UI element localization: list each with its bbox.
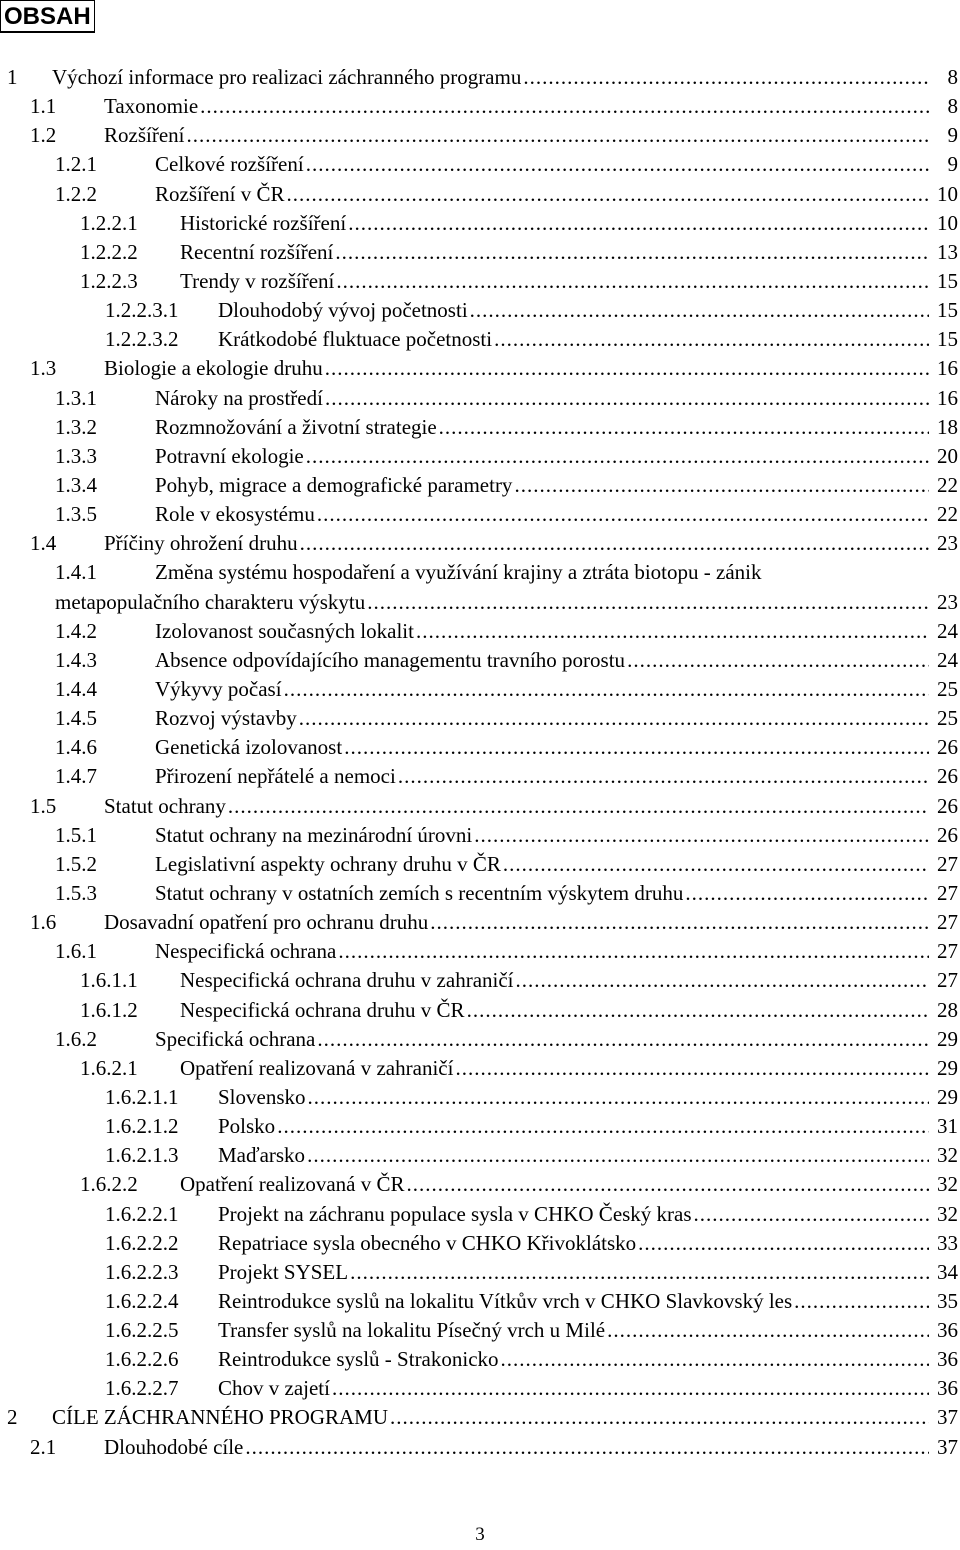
toc-entry-number: 1.2	[30, 123, 57, 148]
toc-entry[interactable]	[0, 821, 960, 850]
dot-leader	[299, 704, 929, 733]
toc-entry-page: 31	[937, 1114, 958, 1139]
toc-entry-number: 1.6.2	[55, 1026, 97, 1051]
toc-entry[interactable]	[0, 1141, 960, 1170]
toc-entry-title: Repatriace sysla obecného v CHKO Křivoklátsko	[218, 1230, 637, 1255]
dot-leader	[335, 238, 929, 267]
toc-entry[interactable]	[0, 792, 960, 821]
toc-entry-number: 1.2.2.2	[80, 239, 138, 264]
toc-entry-page: 20	[937, 443, 958, 468]
toc-entry[interactable]	[0, 762, 960, 791]
toc-entry[interactable]	[0, 937, 960, 966]
toc-entry-page: 23	[937, 531, 958, 556]
toc-entry-title: Opatření realizovaná v ČR	[180, 1172, 405, 1197]
dot-leader	[494, 325, 929, 354]
toc-entry-page: 15	[937, 298, 958, 323]
toc-entry-title: Specifická ochrana	[155, 1026, 316, 1051]
toc-entry-page: 25	[937, 706, 958, 731]
toc-entry-title: Potravní ekologie	[155, 443, 304, 468]
toc-entry[interactable]	[0, 180, 960, 209]
toc-entry-number: 1.4.1	[55, 560, 97, 585]
toc-entry-title: Příčiny ohrožení druhu	[104, 531, 298, 556]
toc-entry[interactable]	[0, 1054, 960, 1083]
toc-entry-page: 36	[937, 1347, 958, 1372]
toc-entry-number: 1.4.3	[55, 647, 97, 672]
toc-entry-number: 1.6.1.2	[80, 997, 138, 1022]
toc-entry-number: 1.2.2.3	[80, 268, 138, 293]
dot-leader	[308, 1083, 929, 1112]
toc-entry-number: 1.3	[30, 356, 57, 381]
toc-entry[interactable]	[0, 879, 960, 908]
dot-leader	[277, 1112, 929, 1141]
toc-entry-page: 34	[937, 1259, 958, 1284]
toc-entry[interactable]	[0, 733, 960, 762]
toc-entry-page: 36	[937, 1376, 958, 1401]
toc-entry-page: 37	[937, 1434, 958, 1459]
toc-entry-title: Nespecifická ochrana druhu v zahraničí	[180, 968, 514, 993]
toc-entry-title: Krátkodobé fluktuace početnosti	[218, 327, 493, 352]
toc-entry-page: 16	[937, 356, 958, 381]
toc-entry-title: Rozmnožování a životní strategie	[155, 414, 437, 439]
dot-leader	[474, 821, 929, 850]
toc-entry-page: 28	[937, 997, 958, 1022]
toc-entry-page: 8	[947, 94, 958, 119]
toc-entry-number: 1.6.1	[55, 939, 97, 964]
toc-entry[interactable]	[0, 63, 960, 92]
toc-entry-title: Reintrodukce syslů - Strakonicko	[218, 1347, 499, 1372]
toc-entry-number: 1.4.5	[55, 706, 97, 731]
toc-entry-title: Celkové rozšíření	[155, 152, 304, 177]
dot-leader	[186, 121, 929, 150]
toc-entry-page: 22	[937, 472, 958, 497]
toc-entry[interactable]	[0, 500, 960, 529]
dot-leader	[455, 1054, 929, 1083]
toc-entry[interactable]	[0, 996, 960, 1025]
toc-entry-number: 1.3.2	[55, 414, 97, 439]
dot-leader	[300, 529, 929, 558]
toc-entry-page: 15	[937, 327, 958, 352]
dot-leader	[317, 500, 929, 529]
table-of-contents	[0, 63, 960, 1462]
toc-entry[interactable]	[0, 1112, 960, 1141]
toc-entry[interactable]	[0, 471, 960, 500]
toc-entry-number: 1.5.3	[55, 880, 97, 905]
toc-entry-page: 27	[937, 910, 958, 935]
dot-leader	[685, 879, 929, 908]
toc-entry-title: Nároky na prostředí	[155, 385, 323, 410]
dot-leader	[338, 937, 929, 966]
toc-entry-number: 2.1	[30, 1434, 57, 1459]
dot-leader	[503, 850, 929, 879]
toc-entry[interactable]	[0, 1083, 960, 1112]
toc-entry-page: 35	[937, 1288, 958, 1313]
dot-leader	[200, 92, 929, 121]
toc-entry[interactable]	[0, 442, 960, 471]
toc-entry-title: Chov v zajetí	[218, 1376, 330, 1401]
toc-entry-title: Dlouhodobý vývoj početnosti	[218, 298, 468, 323]
toc-entry[interactable]	[0, 1433, 960, 1462]
toc-entry-page: 32	[937, 1143, 958, 1168]
toc-entry-page: 22	[937, 502, 958, 527]
toc-entry[interactable]	[0, 267, 960, 296]
toc-entry-number: 1.3.5	[55, 502, 97, 527]
toc-entry[interactable]	[0, 384, 960, 413]
toc-entry-page: 27	[937, 851, 958, 876]
toc-entry-title: Rozvoj výstavby	[155, 706, 297, 731]
toc-entry-title: Dlouhodobé cíle	[104, 1434, 244, 1459]
toc-entry-number: 1.2.1	[55, 152, 97, 177]
dot-leader	[407, 1170, 930, 1199]
toc-entry-number: 1.6.2.1	[80, 1055, 138, 1080]
toc-entry-title: Biologie a ekologie druhu	[104, 356, 323, 381]
toc-entry-title: Nespecifická ochrana	[155, 939, 337, 964]
dot-leader	[439, 413, 929, 442]
toc-entry-page: 24	[937, 618, 958, 643]
toc-entry-page: 32	[937, 1201, 958, 1226]
toc-entry-page: 15	[937, 268, 958, 293]
toc-entry-number: 1.6.2.2.1	[105, 1201, 179, 1226]
dot-leader	[523, 63, 929, 92]
toc-entry-title: Historické rozšíření	[180, 210, 347, 235]
toc-entry-title: Statut ochrany na mezinárodní úrovni	[155, 822, 473, 847]
dot-leader	[228, 792, 929, 821]
toc-entry-page: 29	[937, 1084, 958, 1109]
toc-entry-number: 1.2.2.3.2	[105, 327, 179, 352]
toc-entry-title: Trendy v rozšíření	[180, 268, 335, 293]
toc-entry-number: 1.3.1	[55, 385, 97, 410]
toc-entry[interactable]	[0, 121, 960, 150]
toc-entry-page: 36	[937, 1318, 958, 1343]
dot-leader	[514, 471, 929, 500]
toc-entry-number: 1.6.2.2.7	[105, 1376, 179, 1401]
toc-entry-number: 1.2.2.1	[80, 210, 138, 235]
toc-entry-number: 1.6.2.2.2	[105, 1230, 179, 1255]
toc-entry-page: 9	[947, 123, 958, 148]
toc-entry-title: Statut ochrany	[104, 793, 226, 818]
dot-leader	[307, 1141, 929, 1170]
toc-entry-title: Změna systému hospodaření a využívání krajiny a ztráta biotopu - zánik	[155, 560, 762, 585]
toc-entry-page: 29	[937, 1055, 958, 1080]
dot-leader	[516, 966, 930, 995]
toc-entry-page: 27	[937, 880, 958, 905]
dot-leader	[694, 1200, 929, 1229]
toc-entry[interactable]	[0, 238, 960, 267]
toc-entry-title: Slovensko	[218, 1084, 306, 1109]
dot-leader	[430, 908, 929, 937]
toc-entry-page: 10	[937, 181, 958, 206]
dot-leader	[470, 296, 929, 325]
toc-entry[interactable]	[0, 675, 960, 704]
toc-entry-title: metapopulačního charakteru výskytu	[55, 589, 366, 614]
toc-entry-page: 26	[937, 822, 958, 847]
toc-entry-title: Transfer syslů na lokalitu Písečný vrch u Milé	[218, 1318, 606, 1343]
toc-entry[interactable]	[0, 1345, 960, 1374]
toc-entry[interactable]	[0, 413, 960, 442]
toc-entry-title: Opatření realizovaná v zahraničí	[180, 1055, 454, 1080]
dot-leader	[390, 1403, 929, 1432]
toc-entry[interactable]	[0, 1229, 960, 1258]
toc-entry-title: Výchozí informace pro realizaci záchranného programu	[52, 65, 522, 89]
toc-entry-title: Maďarsko	[218, 1143, 306, 1168]
toc-entry-title: Role v ekosystému	[155, 502, 315, 527]
toc-entry-page: 32	[937, 1172, 958, 1197]
dot-leader	[638, 1229, 929, 1258]
toc-entry-title: Přirození nepřátelé a nemoci	[155, 764, 396, 789]
toc-entry-number: 1.4.7	[55, 764, 97, 789]
toc-entry-number: 1.6.2.2.6	[105, 1347, 179, 1372]
toc-entry[interactable]	[0, 1258, 960, 1287]
toc-entry[interactable]	[0, 908, 960, 937]
toc-entry-page: 18	[937, 414, 958, 439]
dot-leader	[501, 1345, 929, 1374]
toc-entry[interactable]	[0, 646, 960, 675]
toc-entry[interactable]	[0, 92, 960, 121]
toc-entry-title: Polsko	[218, 1114, 276, 1139]
toc-entry[interactable]	[0, 296, 960, 325]
toc-entry-number: 1	[7, 65, 18, 89]
toc-entry[interactable]	[0, 529, 960, 558]
toc-entry-number: 1.6.2.2.5	[105, 1318, 179, 1343]
toc-entry[interactable]	[0, 966, 960, 995]
toc-entry[interactable]	[0, 1170, 960, 1199]
page-heading: OBSAH	[0, 0, 95, 33]
toc-entry-title: Legislativní aspekty ochrany druhu v ČR	[155, 851, 501, 876]
toc-entry[interactable]	[0, 1287, 960, 1316]
dot-leader	[350, 1258, 929, 1287]
dot-leader	[467, 996, 929, 1025]
toc-entry[interactable]	[0, 209, 960, 238]
dot-leader	[794, 1287, 929, 1316]
dot-leader	[287, 180, 930, 209]
toc-entry-number: 1.6.2.1.3	[105, 1143, 179, 1168]
toc-entry-title: Taxonomie	[104, 94, 199, 119]
dot-leader	[325, 354, 929, 383]
toc-entry[interactable]	[0, 1374, 960, 1403]
toc-entry-number: 1.5.1	[55, 822, 97, 847]
toc-entry-title: Nespecifická ochrana druhu v ČR	[180, 997, 465, 1022]
toc-entry-number: 1.4.2	[55, 618, 97, 643]
toc-entry-number: 1.2.2	[55, 181, 97, 206]
toc-entry-title: Projekt na záchranu populace sysla v CHKO Český kras	[218, 1201, 692, 1226]
dot-leader	[317, 1025, 929, 1054]
toc-entry-page: 26	[937, 764, 958, 789]
toc-entry-page: 29	[937, 1026, 958, 1051]
toc-entry-number: 1.6.2.1.1	[105, 1084, 179, 1109]
toc-entry-number: 1.4.6	[55, 735, 97, 760]
dot-leader	[325, 384, 929, 413]
toc-entry[interactable]	[0, 617, 960, 646]
toc-entry[interactable]	[0, 1316, 960, 1345]
toc-entry-title: Rozšíření v ČR	[155, 181, 285, 206]
toc-entry-title: Reintrodukce syslů na lokalitu Vítkův vrch v CHKO Slavkovský les	[218, 1288, 793, 1313]
toc-entry[interactable]	[0, 1200, 960, 1229]
toc-entry[interactable]	[0, 704, 960, 733]
toc-entry-page: 27	[937, 968, 958, 993]
dot-leader	[245, 1433, 929, 1462]
dot-leader	[348, 209, 929, 238]
toc-entry-number: 1.4.4	[55, 676, 97, 701]
toc-entry-number: 2	[7, 1405, 18, 1430]
toc-entry-title: Genetická izolovanost	[155, 735, 343, 760]
dot-leader	[306, 150, 929, 179]
toc-entry[interactable]	[0, 325, 960, 354]
toc-entry[interactable]	[0, 354, 960, 383]
dot-leader	[306, 442, 929, 471]
toc-entry-number: 1.3.4	[55, 472, 97, 497]
toc-entry-title: Statut ochrany v ostatních zemích s recentním výskytem druhu	[155, 880, 684, 905]
toc-entry-page: 26	[937, 735, 958, 760]
toc-entry-number: 1.2.2.3.1	[105, 298, 179, 323]
page-number: 3	[475, 1524, 485, 1545]
toc-entry-page: 13	[937, 239, 958, 264]
toc-entry-number: 1.6.2.2.3	[105, 1259, 179, 1284]
toc-entry-number: 1.4	[30, 531, 57, 556]
toc-entry-page: 33	[937, 1230, 958, 1255]
toc-entry-number: 1.6.2.2.4	[105, 1288, 179, 1313]
toc-entry-title: Izolovanost současných lokalit	[155, 618, 414, 643]
toc-entry-number: 1.1	[30, 94, 57, 119]
dot-leader	[344, 733, 929, 762]
toc-entry[interactable]	[0, 850, 960, 879]
dot-leader	[284, 675, 929, 704]
toc-entry-page: 16	[937, 385, 958, 410]
toc-entry-title: Rozšíření	[104, 123, 185, 148]
toc-entry-page: 27	[937, 939, 958, 964]
toc-entry-title: Projekt SYSEL	[218, 1259, 349, 1284]
toc-entry[interactable]	[0, 150, 960, 179]
dot-leader	[627, 646, 929, 675]
toc-entry-page: 23	[937, 589, 958, 614]
toc-entry-number: 1.5.2	[55, 851, 97, 876]
toc-entry-number: 1.6	[30, 910, 57, 935]
toc-entry-page: 10	[937, 210, 958, 235]
toc-entry[interactable]	[0, 558, 960, 616]
toc-entry-page: 8	[947, 65, 958, 89]
toc-entry-title: CÍLE ZÁCHRANNÉHO PROGRAMU	[52, 1405, 389, 1430]
toc-entry-number: 1.6.2.2	[80, 1172, 138, 1197]
toc-entry-page: 25	[937, 676, 958, 701]
toc-entry-page: 9	[947, 152, 958, 177]
toc-entry-title: Pohyb, migrace a demografické parametry	[155, 472, 513, 497]
toc-entry[interactable]	[0, 1025, 960, 1054]
toc-entry-title: Recentní rozšíření	[180, 239, 334, 264]
dot-leader	[607, 1316, 929, 1345]
toc-entry-title: Dosavadní opatření pro ochranu druhu	[104, 910, 429, 935]
toc-entry-title: Výkyvy počasí	[155, 676, 282, 701]
dot-leader	[416, 617, 929, 646]
toc-entry-page: 26	[937, 793, 958, 818]
toc-entry-number: 1.6.1.1	[80, 968, 138, 993]
toc-entry-page: 24	[937, 647, 958, 672]
toc-entry-number: 1.5	[30, 793, 57, 818]
dot-leader	[336, 267, 929, 296]
toc-entry-page: 37	[937, 1405, 958, 1430]
toc-entry[interactable]	[0, 1403, 960, 1432]
dot-leader	[398, 762, 929, 791]
toc-entry-title: Absence odpovídajícího managementu travního porostu	[155, 647, 626, 672]
dot-leader	[367, 588, 929, 617]
dot-leader	[332, 1374, 929, 1403]
toc-entry-number: 1.3.3	[55, 443, 97, 468]
toc-entry-number: 1.6.2.1.2	[105, 1114, 179, 1139]
